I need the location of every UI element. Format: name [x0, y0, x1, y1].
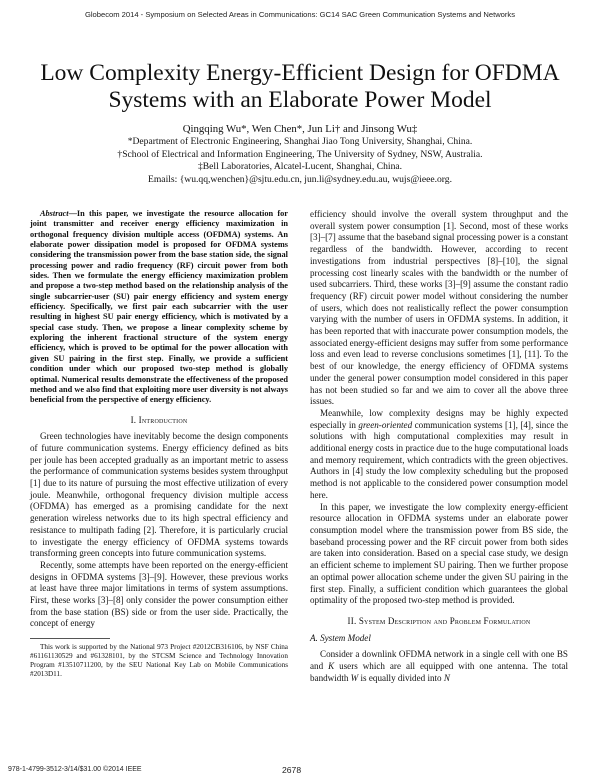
author-block — [40, 123, 560, 186]
page-number: 2678 — [282, 765, 302, 775]
abstract — [30, 209, 288, 406]
left-column — [30, 209, 288, 679]
right-column — [310, 209, 568, 684]
text-run: communication systems [1], [4], since the solutions with high computational complexities may result in additional energy costs in practice due to the huge computational loads and memory requirement, which contradicts with the green objectives. Authors in [4] study the low complexity scheduling but the proposed method is not applicable to the considered power consumption model here. — [310, 419, 568, 500]
paragraph: In this paper, we investigate the low complexity energy-efficient resource allocation in OFDMA systems under an elaborate power consumption model where the transmission power from BS side, the baseband processing power and the RF circuit power from both sides are taken into consideration. Based on a special case study, we design an efficient scheme to implement SU pairing. Then we further propose an optimal power allocation scheme under the given SU pairing in the first step. Finally, a sufficient condition which guarantees the global optimality of the proposed two-step method is provided. — [310, 501, 568, 606]
text-run: Meanwhile, low complexity designs may be highly expected especially in — [310, 407, 568, 430]
funding-footnote: This work is supported by the National 973 Project #2012CB316106, by NSF China #61161130529 and #61328101, by the STCSM Science and Technology Innovation Program #13510711200, by the SEU National Key Lab on Mobile Communications #2013D11. — [30, 643, 288, 679]
subsection-heading-system-model: A. System Model — [310, 632, 371, 643]
affiliation-1: *Department of Electronic Engineering, Shanghai Jiao Tong University, Shanghai, China. — [127, 136, 473, 147]
paragraph: Recently, some attempts have been reported on the energy-efficient designs in OFDMA systems [3]–[9]. However, these previous works at least have three major limitations in terms of system assumptions. First, these works [3]–[8] only consider the power consumption either from the base station (BS) side or from the user side. Practically, the concept of energy — [30, 559, 288, 629]
author-emails: Emails: {wu.qq,wenchen}@sjtu.edu.cn, jun.li@sydney.edu.au, wujs@ieee.org. — [147, 173, 452, 185]
paragraph: efficiency should involve the overall system throughput and the overall system power consumption [1]. Second, most of these works [3]–[7] assume that the baseband signal processing power is a constant regardless of the bandwidth. However, according to recent investigations from industrial perspectives [8]–[10], the signal processing cost linearly scales with the bandwidth or the number of used subcarriers. Third, these works [3]–[9] assume the constant radio frequency (RF) circuit power model without considering the number of users, which does not realistically reflect the power consumption varying with the number of users in OFDMA systems. In addition, it has been reported that with inaccurate power consumption models, the associated energy-efficient designs may suffer from some performance loss and even lead to reverse conclusions sometimes [1], [11]. To the best of our knowledge, the energy efficiency of OFDMA systems under the general power consumption model considered in this paper has not been studied so far and we aim to cover all the above three issues. — [310, 209, 568, 407]
author-list: Qingqing Wu*, Wen Chen*, Jun Li† and Jinsong Wu‡ — [182, 123, 418, 135]
section-heading-introduction: I. Introduction — [130, 414, 188, 425]
math-symbol: N — [443, 672, 450, 683]
abstract-label: Abstract — [40, 209, 69, 218]
paper-title: Low Complexity Energy-Efficient Design for OFDMA Systems with an Elaborate Power Model — [40, 60, 560, 113]
paragraph: Green technologies have inevitably become the design components of future communication systems. Energy efficiency defined as bits per joule has been accepted gradually as an important metric to assess the performance of communication systems besides system throughput [1] due to its nature of pursuing the most effective utilization of every joule. Meanwhile, orthogonal frequency division multiple access (OFDMA) has emerged as a promising candidate for the next generation wireless networks due to its high spectral efficiency and resistance to multipath fading [2]. Therefore, it is particularly crucial to investigate the energy efficiency of OFDMA systems towards transforming green concepts into future communication systems. — [30, 431, 288, 559]
text-run: is equally divided into — [358, 672, 444, 683]
math-symbol: K — [328, 661, 335, 672]
paragraph — [310, 408, 568, 502]
paragraph — [310, 649, 568, 684]
text-run: Consider a downlink OFDMA network in a single cell with one BS and — [310, 649, 568, 672]
conference-header: Globecom 2014 - Symposium on Selected Areas in Communications: GC14 SAC Green Communication Systems and Networks — [84, 10, 516, 19]
section-heading-system-description: II. System Description and Problem Formulation — [347, 615, 531, 626]
text-run: users which are all equipped with one antenna. The total bandwidth — [310, 661, 569, 683]
affiliation-3: ‡Bell Laboratories, Alcatel-Lucent, Shanghai, China. — [197, 161, 403, 172]
emphasis: green-oriented — [358, 419, 413, 430]
math-symbol: W — [350, 672, 359, 683]
footnote-divider — [30, 638, 110, 639]
copyright-footer: 978-1-4799-3512-3/14/$31.00 ©2014 IEEE — [8, 766, 142, 773]
affiliation-2: †School of Electrical and Information Engineering, The University of Sydney, NSW, Australia. — [117, 148, 483, 160]
abstract-text: —In this paper, we investigate the resource allocation for joint transmitter and receiver energy efficiency maximization in orthogonal frequency division multiple access (OFDMA) systems. An elaborate power dissipation model is proposed for OFDMA systems considering the transmission power from the base station side, the signal processing power and radio frequency (RF) circuit power from both sides. Then we formulate the energy efficiency maximization problem and propose a two-step method based on the relationship analysis of the single subcarrier-user (SU) pair energy efficiency and system energy efficiency. Specifically, we first pair each subcarrier with the user resulting in highest SU pair energy efficiency, which is motivated by a special case study. Then, we propose a linear complexity scheme by exploring the inherent fractional structure of the system energy efficiency, which is proved to be optimal for the power allocation with given SU pairing in the first step. Finally, we provide a sufficient condition under which our proposed two-step method is globally optimal. Numerical results demonstrate the effectiveness of the proposed method and we also find that exploiting more user diversity is not always beneficial from the perspective of energy efficiency. — [30, 209, 288, 405]
